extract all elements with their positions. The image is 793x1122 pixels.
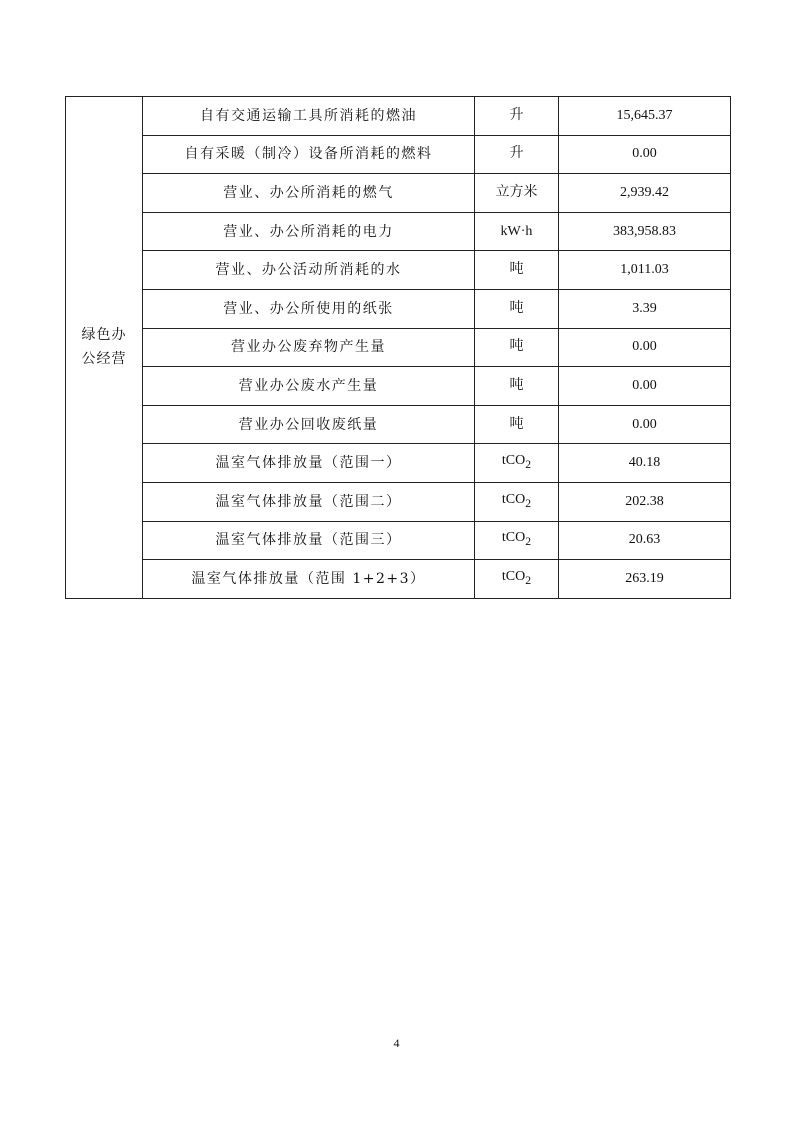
- table-row: [66, 521, 731, 560]
- page-number: 4: [393, 1036, 400, 1050]
- unit-base: tCO: [501, 453, 526, 469]
- value-cell: 2,939.42: [559, 174, 731, 213]
- unit-cell: 升: [475, 97, 559, 136]
- item-cell: 温室气体排放量（范围三）: [143, 521, 475, 560]
- value-cell: 40.18: [559, 444, 731, 483]
- table-row: [66, 560, 731, 599]
- table-row: [66, 405, 731, 444]
- unit-cell: [475, 521, 559, 560]
- item-cell: 营业、办公活动所消耗的水: [143, 251, 475, 290]
- unit-cell: 吨: [475, 367, 559, 406]
- table-row: [66, 97, 731, 136]
- unit-cell: [475, 444, 559, 483]
- value-cell: 263.19: [559, 560, 731, 599]
- value-cell: 3.39: [559, 289, 731, 328]
- unit-subscript: 2: [525, 535, 532, 549]
- unit-cell: 吨: [475, 328, 559, 367]
- item-cell: 营业、办公所消耗的电力: [143, 212, 475, 251]
- value-cell: 15,645.37: [559, 97, 731, 136]
- green-office-data-table: [65, 96, 731, 599]
- item-cell: 营业、办公所消耗的燃气: [143, 174, 475, 213]
- item-cell: 营业办公废弃物产生量: [143, 328, 475, 367]
- unit-cell: 立方米: [475, 174, 559, 213]
- unit-base: tCO: [501, 491, 526, 507]
- table-row: [66, 135, 731, 174]
- table-row: [66, 367, 731, 406]
- unit-cell: 吨: [475, 251, 559, 290]
- item-cell: 自有交通运输工具所消耗的燃油: [143, 97, 475, 136]
- item-cell: 温室气体排放量（范围二）: [143, 482, 475, 521]
- value-cell: 0.00: [559, 328, 731, 367]
- category-label: 绿色办公经营: [81, 327, 127, 368]
- value-cell: 383,958.83: [559, 212, 731, 251]
- item-cell: 营业办公回收废纸量: [143, 405, 475, 444]
- unit-subscript: 2: [525, 458, 532, 472]
- value-cell: 202.38: [559, 482, 731, 521]
- table-row: [66, 444, 731, 483]
- unit-cell: kW·h: [475, 212, 559, 251]
- unit-cell: 升: [475, 135, 559, 174]
- table-row: [66, 289, 731, 328]
- value-cell: 0.00: [559, 367, 731, 406]
- value-cell: 20.63: [559, 521, 731, 560]
- unit-cell: [475, 560, 559, 599]
- value-cell: 1,011.03: [559, 251, 731, 290]
- table-row: [66, 482, 731, 521]
- unit-cell: [475, 482, 559, 521]
- unit-subscript: 2: [525, 573, 532, 587]
- table-row: [66, 212, 731, 251]
- table-row: [66, 251, 731, 290]
- unit-cell: 吨: [475, 405, 559, 444]
- unit-base: tCO: [501, 569, 526, 585]
- value-cell: 0.00: [559, 405, 731, 444]
- unit-base: tCO: [501, 530, 526, 546]
- value-cell: 0.00: [559, 135, 731, 174]
- unit-subscript: 2: [525, 496, 532, 510]
- table-row: [66, 174, 731, 213]
- table-row: [66, 328, 731, 367]
- item-cell: 营业、办公所使用的纸张: [143, 289, 475, 328]
- item-cell: 温室气体排放量（范围 1+2+3）: [143, 560, 475, 599]
- item-cell: 温室气体排放量（范围一）: [143, 444, 475, 483]
- item-cell: 营业办公废水产生量: [143, 367, 475, 406]
- category-cell: [66, 97, 143, 599]
- unit-cell: 吨: [475, 289, 559, 328]
- item-cell: 自有采暖（制冷）设备所消耗的燃料: [143, 135, 475, 174]
